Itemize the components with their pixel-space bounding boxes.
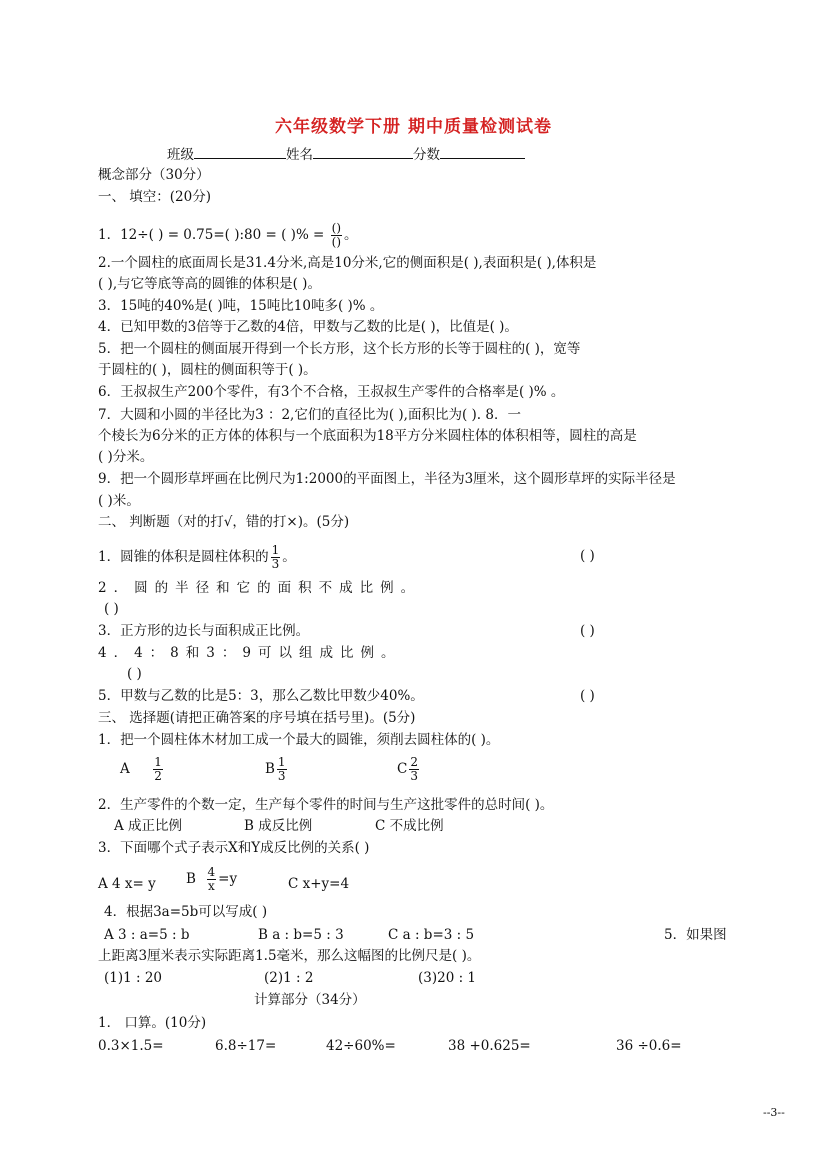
fraction-numerator: 1 [271, 543, 280, 557]
fraction-numerator: () [331, 221, 342, 235]
fraction-numerator: 1 [154, 755, 162, 769]
oral-item: 42÷60%= [326, 1038, 396, 1054]
page-number: --3-- [763, 1106, 785, 1119]
fraction [271, 544, 281, 571]
fraction-denominator: 3 [410, 769, 418, 783]
choice-option-c: C x+y=4 [288, 876, 350, 892]
student-info-row [167, 144, 525, 165]
question-text: 1．12÷( ) = 0.75=( ):80 = ( )% = [98, 227, 325, 243]
choice-option-c: C a : b=3 : 5 [388, 927, 475, 943]
choice-option-c: C 不成比例 [375, 818, 444, 834]
choice-question-1: 1．把一个圆柱体木材加工成一个最大的圆锥，须削去圆柱体的( )。 [98, 732, 500, 748]
option-label: B [265, 761, 275, 777]
question-fill-8-line2: 个棱长为6分米的正方体的体积与一个底面积为18平方分米圆柱体的体积相等，圆柱的高是 [98, 428, 637, 444]
class-label: 班级 [167, 147, 194, 163]
answer-paren: ( ) [127, 666, 142, 682]
choice-option-a: A 4 x= y [98, 876, 156, 892]
fraction-denominator: 3 [271, 557, 280, 571]
choice-option-a [120, 756, 165, 783]
choice-option-b [186, 866, 237, 893]
oral-item: 6.8÷17= [215, 1038, 277, 1054]
oral-header: 1． 口算。(10分) [98, 1015, 207, 1031]
question-fill-2-line1: 2.一个圆柱的底面周长是31.4分米,高是10分米,它的侧面积是( ),表面积是( ),体积是 [98, 255, 597, 271]
choice-question-2: 2．生产零件的个数一定，生产每个零件的时间与生产这批零件的总时间( )。 [98, 797, 554, 813]
calc-section-header: 计算部分（34分） [254, 992, 366, 1008]
judge-question-4: 4．4：8和3：9可以组成比例。 [98, 645, 402, 661]
judge-question-5: 5．甲数与乙数的比是5：3，那么乙数比甲数少40%。 [98, 688, 424, 704]
judge-question-2: 2．圆的半径和它的面积不成比例。 [98, 580, 422, 596]
fraction [331, 222, 342, 249]
score-blank [440, 144, 525, 159]
question-text: 1．圆锥的体积是圆柱体积的 [98, 549, 269, 565]
question-fill-9-line2: ( )米。 [98, 493, 140, 509]
choice-section-header: 三、 选择题(请把正确答案的序号填在括号里)。(5分) [98, 710, 416, 726]
question-fill-9-line1: 9．把一个圆形草坪画在比例尺为1:2000的平面图上，半径为3厘米，这个圆形草坪的实际半径是 [98, 471, 676, 487]
name-label: 姓名 [286, 147, 313, 163]
choice-question-4: 4．根据3a=5b可以写成( ) [104, 904, 268, 920]
question-fill-5-line2: 于圆柱的( )，圆柱的侧面积等于( )。 [98, 362, 317, 378]
oral-item: 0.3×1.5= [98, 1038, 164, 1054]
question-text-end: 。 [282, 549, 296, 565]
answer-paren: ( ) [580, 548, 595, 564]
answer-paren: ( ) [104, 601, 119, 617]
question-fill-3: 3．15吨的40%是( )吨，15吨比10吨多( )% 。 [98, 298, 384, 314]
option-label: B [186, 871, 196, 887]
answer-paren: ( ) [580, 688, 595, 704]
question-text-end: 。 [344, 227, 358, 243]
page-title: 六年级数学下册 期中质量检测试卷 [275, 117, 552, 137]
question-fill-5-line1: 5．把一个圆柱的侧面展开得到一个长方形，这个长方形的长等于圆柱的( )，宽等 [98, 341, 581, 357]
concept-section-header: 概念部分（30分） [98, 167, 210, 183]
name-blank [313, 144, 413, 159]
answer-paren: ( ) [580, 623, 595, 639]
option-text: =y [218, 871, 238, 887]
fill-section-header: 一、 填空：(20分) [98, 189, 212, 205]
question-fill-7: 7．大圆和小圆的半径比为3 ：2,它们的直径比为( ),面积比为( ). 8．一 [98, 407, 521, 423]
question-fill-2-line2: ( ),与它等底等高的圆锥的体积是( )。 [98, 276, 321, 292]
fraction-numerator: 4 [207, 865, 216, 879]
class-blank [194, 144, 286, 159]
fraction [207, 866, 217, 893]
choice-question-5-line2: 上距离3厘米表示实际距离1.5毫米，那么这幅图的比例尺是( )。 [98, 948, 481, 964]
question-fill-1 [98, 222, 358, 249]
fraction-denominator: 3 [277, 769, 286, 783]
fraction-denominator: () [331, 235, 342, 249]
score-label: 分数 [413, 147, 440, 163]
choice-question-5-line1: 5．如果图 [664, 927, 727, 943]
judge-section-header: 二、 判断题（对的打√，错的打×)。(5分) [98, 514, 350, 530]
choice-option-a: A 3 : a=5 : b [104, 927, 190, 943]
choice-option-2: (2)1 : 2 [264, 970, 314, 986]
oral-item: 38 +0.625= [448, 1038, 531, 1054]
choice-option-b [265, 756, 289, 783]
fraction [409, 756, 419, 783]
fraction-numerator: 1 [277, 755, 286, 769]
question-fill-4: 4．已知甲数的3倍等于乙数的4倍，甲数与乙数的比是( )，比值是( )。 [98, 319, 518, 335]
fraction [153, 756, 163, 783]
fraction-denominator: 2 [154, 769, 162, 783]
choice-question-3: 3．下面哪个式子表示X和Y成反比例的关系( ) [98, 840, 370, 856]
option-label: C [397, 761, 408, 777]
choice-option-1: (1)1 : 20 [104, 970, 163, 986]
choice-option-a: A 成正比例 [114, 818, 183, 834]
fraction-denominator: x [207, 879, 215, 893]
choice-option-3: (3)20 : 1 [418, 970, 477, 986]
judge-question-3: 3．正方形的边长与面积成正比例。 [98, 623, 310, 639]
choice-option-b: B a : b=5 : 3 [258, 927, 344, 943]
oral-item: 36 ÷0.6= [616, 1038, 682, 1054]
choice-option-b: B 成反比例 [244, 818, 313, 834]
fraction [277, 756, 287, 783]
question-fill-6: 6．王叔叔生产200个零件，有3个不合格，王叔叔生产零件的合格率是( )% 。 [98, 384, 565, 400]
judge-question-1 [98, 544, 296, 571]
choice-option-c [397, 756, 421, 783]
question-fill-8-line3: ( )分米。 [98, 449, 154, 465]
fraction-numerator: 2 [410, 755, 418, 769]
option-label: A [120, 761, 130, 777]
